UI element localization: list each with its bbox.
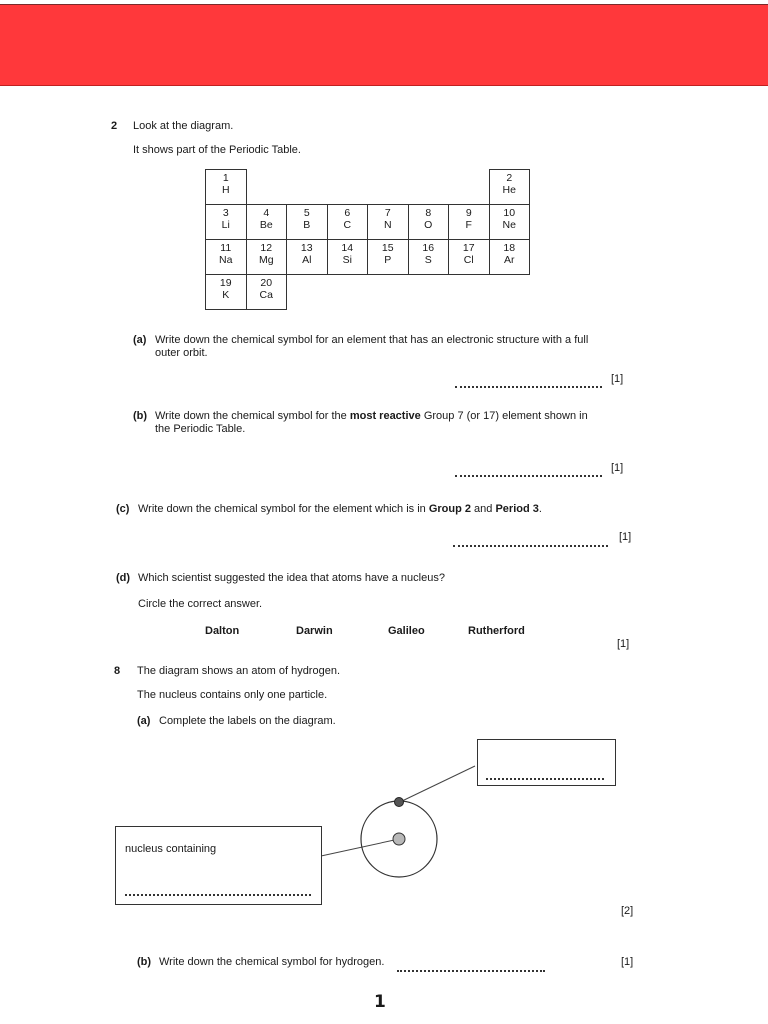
atomic-number: 2 [506,172,513,184]
element-symbol: Be [259,219,273,231]
element-symbol: B [303,219,311,231]
part-d-marks: [1] [617,638,630,650]
element-symbol: C [343,219,352,231]
part-b-question-line2: the Periodic Table. [155,423,246,435]
atomic-number: 4 [263,207,270,219]
element-symbol: Ar [504,254,515,266]
atomic-number: 6 [344,207,351,219]
question-8-intro: The diagram shows an atom of hydrogen. [137,665,341,677]
element-symbol: F [465,219,472,231]
question-8-intro-2: The nucleus contains only one particle. [137,689,328,701]
atomic-number: 10 [503,207,516,219]
option-galileo[interactable]: Galileo [388,625,425,637]
part-d-question: Which scientist suggested the idea that atoms have a nucleus? [138,572,445,584]
atomic-number: 8 [425,207,432,219]
question-8-number: 8 [114,665,121,677]
part-b-text-post: Group 7 (or 17) element shown in [420,410,588,422]
option-dalton[interactable]: Dalton [205,625,240,637]
part-b-marks: [1] [611,462,624,474]
atomic-number: 11 [220,242,232,254]
element-symbol: S [424,254,432,266]
nucleus-leader-line [321,839,399,856]
part-d-label: (d) [116,572,131,584]
electron [395,798,404,807]
atomic-number: 19 [219,277,232,289]
electron-answer-line[interactable] [486,770,604,780]
part-b-label: (b) [133,410,148,422]
element-symbol: P [384,254,392,266]
atomic-number: 12 [260,242,273,254]
nucleus [393,833,405,845]
q8-part-a-question: Complete the labels on the diagram. [159,715,336,727]
element-symbol: K [222,289,230,301]
part-a-marks: [1] [611,373,624,385]
part-c-label: (c) [116,503,130,515]
element-symbol: He [502,184,516,196]
q8-part-b-marks: [1] [621,956,634,968]
atomic-number: 1 [222,172,229,184]
part-c-text-mid: and [470,503,496,515]
q8-part-a-marks: [2] [621,905,634,917]
element-symbol: Si [342,254,352,266]
option-rutherford[interactable]: Rutherford [468,625,525,637]
element-symbol: Cl [463,254,474,266]
question-2-number: 2 [111,120,118,132]
atomic-number: 20 [260,277,273,289]
element-symbol: Ca [259,289,273,301]
atomic-number: 14 [341,242,354,254]
answer-line-hydrogen[interactable] [397,962,545,972]
part-c-text-bold-2: Period 3 [495,503,539,515]
q8-part-a-label: (a) [137,715,151,727]
atomic-number: 5 [303,207,310,219]
element-symbol: Na [219,254,233,266]
atomic-number: 16 [422,242,435,254]
part-c-text-post: . [538,503,542,515]
element-symbol: Mg [258,254,274,266]
atomic-number: 3 [222,207,229,219]
element-symbol: N [383,219,392,231]
part-c-marks: [1] [619,531,632,543]
atomic-number: 18 [503,242,516,254]
part-c-text-bold-1: Group 2 [428,503,471,515]
nucleus-answer-line[interactable] [125,886,311,896]
electron-leader-line [400,766,475,802]
element-symbol: Al [302,254,312,266]
atomic-number: 15 [381,242,394,254]
q8-part-b-question: Write down the chemical symbol for hydrogen. [159,956,385,968]
q8-part-b-label: (b) [137,956,152,968]
atomic-number: 17 [462,242,475,254]
atomic-number: 9 [465,207,472,219]
part-b-text-bold: most reactive [349,410,421,422]
option-darwin[interactable]: Darwin [296,625,333,637]
question-2-intro: Look at the diagram. [133,120,234,132]
part-a-question: Write down the chemical symbol for an element that has an electronic structure with a full [155,334,589,346]
part-b-text-pre: Write down the chemical symbol for the [155,410,350,422]
atomic-number: 13 [300,242,313,254]
element-symbol: O [424,219,433,231]
atomic-number: 7 [384,207,391,219]
question-2-intro-2: It shows part of the Periodic Table. [133,144,301,156]
part-c-text-pre: Write down the chemical symbol for the element which is in [138,503,429,515]
element-symbol: Li [221,219,230,231]
page-number: 1 [374,992,386,1012]
element-symbol: H [221,184,230,196]
part-a-question-line2: outer orbit. [155,347,208,359]
part-d-instruction: Circle the correct answer. [138,598,263,610]
nucleus-label-text: nucleus containing [125,843,217,855]
part-a-label: (a) [133,334,147,346]
element-symbol: Ne [502,219,516,231]
